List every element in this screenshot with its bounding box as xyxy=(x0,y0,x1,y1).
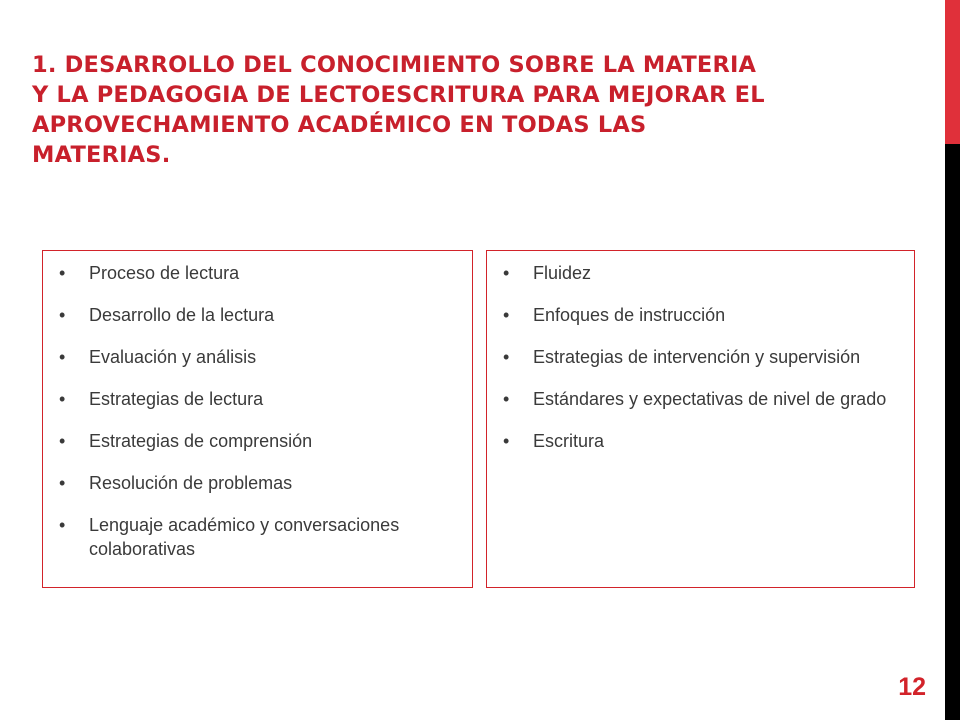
list-item: • Fluidez xyxy=(487,261,902,285)
list-item: • Estándares y expectativas de nivel de grado xyxy=(487,387,902,411)
list-item: • Lenguaje académico y conversaciones colaborativas xyxy=(43,513,460,561)
side-accent-bar-black xyxy=(945,144,960,720)
list-item: • Estrategias de intervención y supervisión xyxy=(487,345,902,369)
side-accent-bar-red xyxy=(945,0,960,144)
list-item: • Desarrollo de la lectura xyxy=(43,303,460,327)
list-item: • Proceso de lectura xyxy=(43,261,460,285)
right-topic-box xyxy=(486,250,915,588)
list-item: • Estrategias de lectura xyxy=(43,387,460,411)
list-item: • Resolución de problemas xyxy=(43,471,460,495)
left-topic-list xyxy=(43,251,472,561)
list-item: • Evaluación y análisis xyxy=(43,345,460,369)
right-topic-list xyxy=(487,251,914,453)
slide-title: 1. DESARROLLO DEL CONOCIMIENTO SOBRE LA MATERIA Y LA PEDAGOGIA DE LECTOESCRITURA PARA MEJORAR EL APROVECHAMIENTO ACADÉMICO EN TODAS LAS MATERIAS. xyxy=(32,52,765,168)
list-item: • Enfoques de instrucción xyxy=(487,303,902,327)
page-number: 12 xyxy=(898,673,926,701)
left-topic-box xyxy=(42,250,473,588)
list-item: • Estrategias de comprensión xyxy=(43,429,460,453)
list-item: • Escritura xyxy=(487,429,902,453)
